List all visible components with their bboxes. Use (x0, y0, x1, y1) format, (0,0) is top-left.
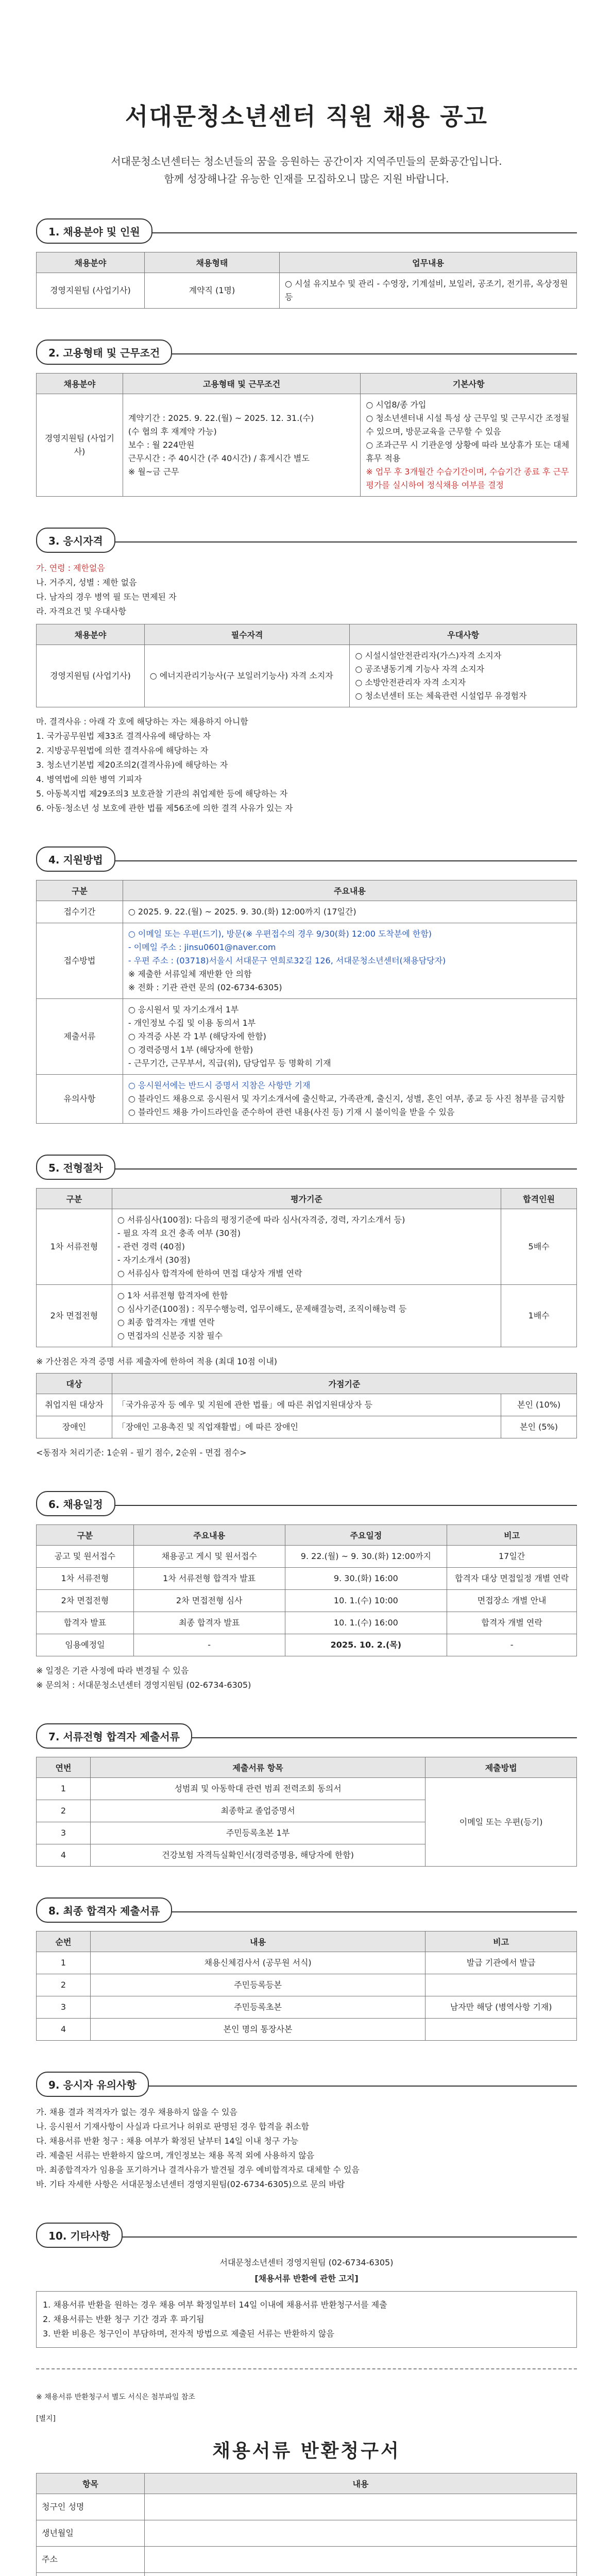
cell: 2 (37, 1800, 91, 1822)
col-header: 채용형태 (144, 252, 279, 273)
line: 마. 최종합격자가 임용을 포기하거나 결격사유가 발견될 경우 예비합격자로 대체할 수 있음 (36, 2165, 360, 2175)
line: ○ 응시원서 및 자기소개서 1부 (128, 1005, 239, 1014)
section-docs-pass1 (36, 1723, 577, 1867)
cell: 2차 면접전형 (37, 1285, 112, 1347)
cell: 본인 (10%) (501, 1394, 577, 1416)
col-header: 제출서류 항목 (90, 1757, 425, 1778)
cell: 3 (37, 1996, 91, 2019)
col-header: 순번 (37, 1931, 91, 1952)
line: - 근무기간, 근무부서, 직급(위), 담당업무 등 명확히 기재 (128, 1058, 331, 1068)
line: ○ 서류심사(100점): 다음의 평정기준에 따라 심사(자격증, 경력, 자기소개서 등) (117, 1215, 405, 1225)
section-process (36, 1155, 577, 1460)
line: ※ 월~금 근무 (128, 467, 179, 477)
cell: 유의사항 (37, 1075, 123, 1124)
col-header: 내용 (90, 1931, 425, 1952)
line: 가. 채용 결과 적격자가 없는 경우 채용하지 않을 수 있음 (36, 2107, 237, 2117)
line: ※ 일정은 기관 사정에 따라 변경될 수 있음 (36, 1666, 189, 1675)
cell: 건강보험 자격득실확인서(경력증명용, 해당자에 한함) (90, 1844, 425, 1867)
table-row (37, 1952, 577, 1974)
line: 4. 병역법에 의한 병역 기피자 (36, 774, 142, 784)
cell: 2차 면접전형 (37, 1590, 134, 1612)
cell: 주민등록등본 (90, 1974, 425, 1996)
cell: 성범죄 및 아동학대 관련 범죄 전력조회 동의서 (90, 1778, 425, 1800)
subheading: [채용서류 반환에 관한 고지] (254, 2274, 359, 2283)
cell: 접수기간 (37, 901, 123, 923)
conditions-table (36, 373, 577, 497)
bonus-note: ※ 가산점은 자격 증명 서류 제출자에 한하여 적용 (최대 10점 이내) (36, 1357, 278, 1366)
cell (425, 1974, 577, 1996)
col-header: 주요일정 (285, 1525, 447, 1546)
cell (425, 2019, 577, 2041)
cell: 4 (37, 2019, 91, 2041)
line: ○ 소방안전관리자 자격 소지자 (355, 677, 466, 687)
table-row (37, 1546, 577, 1568)
line: ○ 청소년센터내 시설 특성 상 근무일 및 근무시간 조정될 수 있으며, 방문교육을 근무할 수 있음 (366, 413, 570, 436)
line: - 우편 주소 : (03718)서울시 서대문구 연희로32길 126, 서대문청소년센터(채용담당자) (128, 956, 446, 965)
section-conditions (36, 340, 577, 497)
line: ○ 서류심사 합격자에 한하여 면접 대상자 개별 연락 (117, 1268, 302, 1278)
line: ○ 1차 서류전형 합격자에 한함 (117, 1291, 228, 1300)
col-header: 주요내용 (123, 880, 576, 901)
line: 라. 제출된 서류는 반환하지 않으며, 개인정보는 채용 목적 외에 사용하지 않음 (36, 2150, 315, 2160)
schedule-table (36, 1524, 577, 1656)
table-row (37, 1974, 577, 1996)
table-row (37, 2547, 577, 2573)
table-row (37, 645, 577, 707)
line: ○ 조과근무 시 기관운영 상황에 따라 보상휴가 또는 대체휴무 적용 (366, 440, 570, 463)
col-header: 비고 (447, 1525, 577, 1546)
cell: 본인 (5%) (501, 1416, 577, 1438)
table-row (37, 901, 577, 923)
cell: 1차 서류전형 합격자 발표 (133, 1568, 285, 1590)
qual-table (36, 624, 577, 707)
cell: 접수방법 (37, 923, 123, 999)
cell: 1배수 (501, 1285, 577, 1347)
cell: - (447, 1634, 577, 1656)
line: 2. 채용서류는 반환 청구 기간 경과 후 파기됨 (43, 2314, 205, 2324)
section-title: 9. 응시자 유의사항 (36, 2072, 149, 2097)
col-header: 채용분야 (37, 374, 123, 394)
line: ○ 시업8/종 가입 (366, 400, 427, 410)
section-docs-final (36, 1897, 577, 2041)
form-title: 채용서류 반환청구서 (212, 2441, 401, 2462)
line: ※ 전화 : 기관 관련 문의 (02-6734-6305) (128, 982, 282, 992)
col-header: 기본사항 (361, 374, 577, 394)
line: ※ 제출한 서류일체 재반환 안 의함 (128, 969, 252, 979)
table-row (37, 1612, 577, 1634)
table-row (37, 999, 577, 1075)
col-header: 구분 (37, 1525, 134, 1546)
form-label: [별지] (36, 2415, 56, 2423)
cell: 1차 서류전형 (37, 1209, 112, 1285)
table-row (37, 1209, 577, 1285)
line: 다. 채용서류 반환 청구 : 채용 여부가 확정된 날부터 14일 이내 청구 가능 (36, 2136, 299, 2146)
cell: 최종 합격자 발표 (133, 1612, 285, 1634)
cell: 생년월일 (37, 2520, 145, 2547)
cell: ○ 시설 유지보수 및 관리 - 수영장, 기계설비, 보일러, 공조기, 전기류, 옥상정원 등 (280, 273, 577, 309)
cell: 채용공고 게시 및 원서접수 (133, 1546, 285, 1568)
line: ○ 2025. 9. 22.(월) ~ 2025. 9. 30.(화) 12:00까지 (17일간) (128, 907, 356, 917)
line: ○ 경력증명서 1부 (해당자에 한함) (128, 1045, 253, 1055)
line: ※ 업무 후 3개월간 수습기간이며, 수습기간 종료 후 근무평가를 실시하여 정식채용 여부를 결정 (366, 467, 569, 490)
cell: 4 (37, 1844, 91, 1867)
cell: 2025. 10. 2.(목) (285, 1634, 447, 1656)
col-header: 필수자격 (144, 624, 350, 645)
form-field[interactable] (144, 2494, 576, 2520)
cell: 10. 1.(수) 10:00 (285, 1590, 447, 1612)
line: - 이메일 주소 : jinsu0601@naver.com (128, 942, 276, 952)
line: 1. 국가공무원법 제33조 결격사유에 해당하는 자 (36, 731, 211, 741)
line: ○ 시설시설안전관리자(가스)자격 소지자 (355, 651, 502, 660)
apply-table (36, 880, 577, 1124)
table-row (37, 1416, 577, 1438)
col-header: 제출방법 (425, 1757, 577, 1778)
line: 6. 아동·청소년 성 보호에 관한 법률 제56조에 의한 결격 사유가 있는 자 (36, 803, 293, 813)
col-header: 합격인원 (501, 1189, 577, 1209)
section-apply (36, 846, 577, 1124)
col-header: 채용분야 (37, 624, 145, 645)
form-field[interactable] (144, 2520, 576, 2547)
line: ○ 응시원서에는 반드시 증명서 지참은 사항만 기재 (128, 1080, 311, 1090)
intro-line: 서대문청소년센터는 청소년들의 꿈을 응원하는 공간이자 지역주민들의 문화공간입니다. (111, 155, 502, 167)
col-header: 비고 (425, 1931, 577, 1952)
table-row (37, 394, 577, 497)
cell: 3 (37, 1822, 91, 1844)
line: - 필요 자격 요건 충족 여부 (30점) (117, 1228, 241, 1238)
line: ○ 청소년센터 또는 체육관련 시설업무 유경험자 (355, 691, 527, 701)
line: 라. 자격요건 및 우대사항 (36, 606, 126, 616)
cell: 합격자 개별 연락 (447, 1612, 577, 1634)
section-title: 10. 기타사항 (36, 2223, 123, 2248)
table-row (37, 2573, 577, 2576)
final-docs-table (36, 1931, 577, 2041)
cell: 5배수 (501, 1209, 577, 1285)
cell: ○ 에너지관리기능사(구 보일러기능사) 자격 소지자 (144, 645, 350, 707)
cell: 합격자 대상 면접일정 개별 연락 (447, 1568, 577, 1590)
cell: 9. 30.(화) 16:00 (285, 1568, 447, 1590)
cell: 계약직 (1명) (144, 273, 279, 309)
section-etc (36, 2223, 577, 2348)
cell: 면접장소 개별 안내 (447, 1590, 577, 1612)
table-row (37, 1634, 577, 1656)
divider (36, 1168, 577, 1170)
cell: 장애인 (37, 1416, 112, 1438)
section-title: 6. 채용일정 (36, 1491, 115, 1516)
return-notice (36, 2291, 577, 2348)
cell: 경영지원팀 (사업기사) (37, 645, 145, 707)
line: ○ 자격증 사본 각 1부 (해당자에 한함) (128, 1031, 266, 1041)
table-row (37, 2520, 577, 2547)
line: 바. 기타 자세한 사항은 서대문청소년센터 경영지원팀(02-6734-6305)으로 문의 바람 (36, 2179, 345, 2189)
line: 3. 반환 비용은 청구인이 부담하며, 전자적 방법으로 제출된 서류는 반환하지 않음 (43, 2329, 334, 2338)
bonus-table (36, 1373, 577, 1438)
form-field[interactable] (144, 2573, 576, 2576)
qual-list (36, 561, 577, 619)
table-row (37, 1568, 577, 1590)
section-positions (36, 218, 577, 309)
line: ○ 공조냉동기계 기능사 자격 소지자 (355, 664, 485, 674)
cell: 합격자 발표 (37, 1612, 134, 1634)
section-title: 7. 서류전형 합격자 제출서류 (36, 1723, 192, 1749)
cell: 1 (37, 1952, 91, 1974)
cell: 취업지원 대상자 (37, 1394, 112, 1416)
page (0, 98, 613, 2576)
cell (123, 923, 576, 999)
cell: 경영지원팀 (사업기사) (37, 273, 145, 309)
divider (36, 541, 577, 543)
cell: 2차 면접전형 심사 (133, 1590, 285, 1612)
schedule-notes (36, 1664, 577, 1692)
table-row (37, 2494, 577, 2520)
cell: 공고 및 원서접수 (37, 1546, 134, 1568)
table-row (37, 1778, 577, 1800)
cell: 이메일 또는 우편(등기) (425, 1778, 577, 1867)
cell (112, 1209, 501, 1285)
form-table (36, 2473, 577, 2576)
line: 근무시간 : 주 40시간 (주 40시간) / 휴게시간 별도 (128, 453, 310, 463)
cell (37, 2573, 145, 2576)
section-title: 2. 고용형태 및 근무조건 (36, 340, 172, 365)
line: ※ 문의처 : 서대문청소년센터 경영지원팀 (02-6734-6305) (36, 1680, 251, 1690)
cell: 발급 기관에서 발급 (425, 1952, 577, 1974)
cell (123, 1075, 576, 1124)
cell: 경영지원팀 (사업기사) (37, 394, 123, 497)
table-row (37, 1285, 577, 1347)
cell: 남자만 해당 (병역사항 기재) (425, 1996, 577, 2019)
cell: 제출서류 (37, 999, 123, 1075)
table-row (37, 273, 577, 309)
line: - 개인정보 수집 및 이용 동의서 1부 (128, 1018, 256, 1028)
section-title: 5. 전형절차 (36, 1155, 115, 1180)
line: - 관련 경력 (40점) (117, 1242, 185, 1251)
cell: 채용신체검사서 (공무원 서식) (90, 1952, 425, 1974)
cell: 10. 1.(수) 16:00 (285, 1612, 447, 1634)
positions-table (36, 252, 577, 309)
line: 5. 아동복지법 제29조의3 보호관찰 기관의 취업제한 등에 해당하는 자 (36, 789, 288, 799)
table-row (37, 1075, 577, 1124)
cautions-list (36, 2105, 577, 2192)
table-row (37, 1394, 577, 1416)
cell: 17일간 (447, 1546, 577, 1568)
section-title: 8. 최종 합격자 제출서류 (36, 1897, 172, 1923)
intro (36, 152, 577, 188)
divider (36, 860, 577, 861)
col-header: 항목 (37, 2473, 145, 2494)
section-schedule (36, 1491, 577, 1692)
col-header: 채용분야 (37, 252, 145, 273)
tie-rule: <동점자 처리기준: 1순위 - 필기 점수, 2순위 - 면접 점수> (36, 1448, 247, 1458)
col-header: 내용 (144, 2473, 576, 2494)
divider (36, 1505, 577, 1506)
section-title: 3. 응시자격 (36, 528, 115, 553)
line: 마. 결격사유 : 아래 각 호에 해당하는 자는 채용하지 아니함 (36, 717, 248, 726)
col-header: 연번 (37, 1757, 91, 1778)
line: 계약기간 : 2025. 9. 22.(월) ~ 2025. 12. 31.(수) (128, 413, 314, 423)
return-form (36, 2390, 577, 2576)
section-title: 1. 채용분야 및 인원 (36, 218, 152, 244)
line: 3. 청소년기본법 제20조의2(결격사유)에 해당하는 자 (36, 760, 228, 770)
table-row (37, 1590, 577, 1612)
cell: - (133, 1634, 285, 1656)
col-header: 대상 (37, 1374, 112, 1394)
cell: 「국가유공자 등 예우 및 지원에 관한 법률」에 따른 취업지원대상자 등 (112, 1394, 501, 1416)
form-field[interactable] (144, 2547, 576, 2573)
cell: 주민등록초본 (90, 1996, 425, 2019)
col-header: 고용형태 및 근무조건 (123, 374, 361, 394)
line: 2. 지방공무원법에 의한 결격사유에 해당하는 자 (36, 745, 209, 755)
intro-line: 함께 성장해나갈 유능한 인재를 모집하오니 많은 지원 바랍니다. (164, 173, 449, 185)
line: ○ 면접자의 신분증 지참 필수 (117, 1331, 223, 1341)
cell (350, 645, 577, 707)
col-header: 구분 (37, 880, 123, 901)
col-header: 우대사항 (350, 624, 577, 645)
section-title: 4. 지원방법 (36, 846, 115, 872)
cell: 본인 명의 통장사본 (90, 2019, 425, 2041)
table-row (37, 1996, 577, 2019)
cell (361, 394, 577, 497)
cell: 임용예정일 (37, 1634, 134, 1656)
line: - 자기소개서 (30점) (117, 1255, 191, 1265)
cell (123, 901, 576, 923)
line: ○ 블라인드 채용 가이드라인을 준수하여 관련 내용(사진 등) 기재 시 불이익을 받을 수 있음 (128, 1107, 455, 1117)
cell: 1차 서류전형 (37, 1568, 134, 1590)
cell (123, 999, 576, 1075)
col-header: 업무내용 (280, 252, 577, 273)
col-header: 주요내용 (133, 1525, 285, 1546)
table-row (37, 2019, 577, 2041)
line: 1. 채용서류 반환을 원하는 경우 채용 여부 확정일부터 14일 이내에 채용서류 반환청구서를 제출 (43, 2300, 387, 2310)
process-table (36, 1188, 577, 1347)
cell: 「장애인 고용촉진 및 직업재활법」에 따른 장애인 (112, 1416, 501, 1438)
contact-info: 서대문청소년센터 경영지원팀 (02-6734-6305) (219, 2258, 394, 2267)
cell (112, 1285, 501, 1347)
docs-table (36, 1757, 577, 1867)
form-notice: ※ 채용서류 반환청구서 별도 서식은 첨부파일 참조 (36, 2393, 195, 2401)
col-header: 평가기준 (112, 1189, 501, 1209)
cell: 1 (37, 1778, 91, 1800)
col-header: 가점기준 (112, 1374, 576, 1394)
line: 보수 : 월 224만원 (128, 440, 195, 450)
line: ○ 심사기준(100점) : 직무수행능력, 업무이해도, 문제해결능력, 조직이해능력 등 (117, 1304, 407, 1314)
page-title: 서대문청소년센터 직원 채용 공고 (125, 103, 488, 130)
cell: 주소 (37, 2547, 145, 2573)
cell: 9. 22.(월) ~ 9. 30.(화) 12:00까지 (285, 1546, 447, 1568)
section-qualifications (36, 528, 577, 816)
line: (수 협의 후 재계약 가능) (128, 427, 217, 436)
disqualification-list (36, 715, 577, 816)
line: 나. 응시원서 기재사항이 사실과 다르거나 허위로 판명된 경우 합격을 취소함 (36, 2122, 309, 2131)
table-row (37, 923, 577, 999)
divider (36, 2368, 577, 2369)
cell: 2 (37, 1974, 91, 1996)
cell (123, 394, 361, 497)
line: ○ 최종 합격자는 개별 연락 (117, 1317, 215, 1327)
line: ○ 블라인드 채용으로 응시원서 및 자기소개서에 출신학교, 가족관계, 출신지, 성별, 혼인 여부, 종교 등 사진 첨부를 금지함 (128, 1094, 565, 1104)
line: 다. 남자의 경우 병역 필 또는 면제된 자 (36, 592, 177, 602)
line: 나. 거주지, 성별 : 제한 없음 (36, 578, 137, 587)
cell: 최종학교 졸업증명서 (90, 1800, 425, 1822)
cell: 주민등록초본 1부 (90, 1822, 425, 1844)
section-cautions (36, 2072, 577, 2192)
col-header: 구분 (37, 1189, 112, 1209)
cell: 청구인 성명 (37, 2494, 145, 2520)
line: 가. 연령 : 제한없음 (36, 563, 105, 573)
line: ○ 이메일 또는 우편(드기), 방문(※ 우편접수의 경우 9/30(화) 12:00 도착분에 한함) (128, 929, 432, 939)
